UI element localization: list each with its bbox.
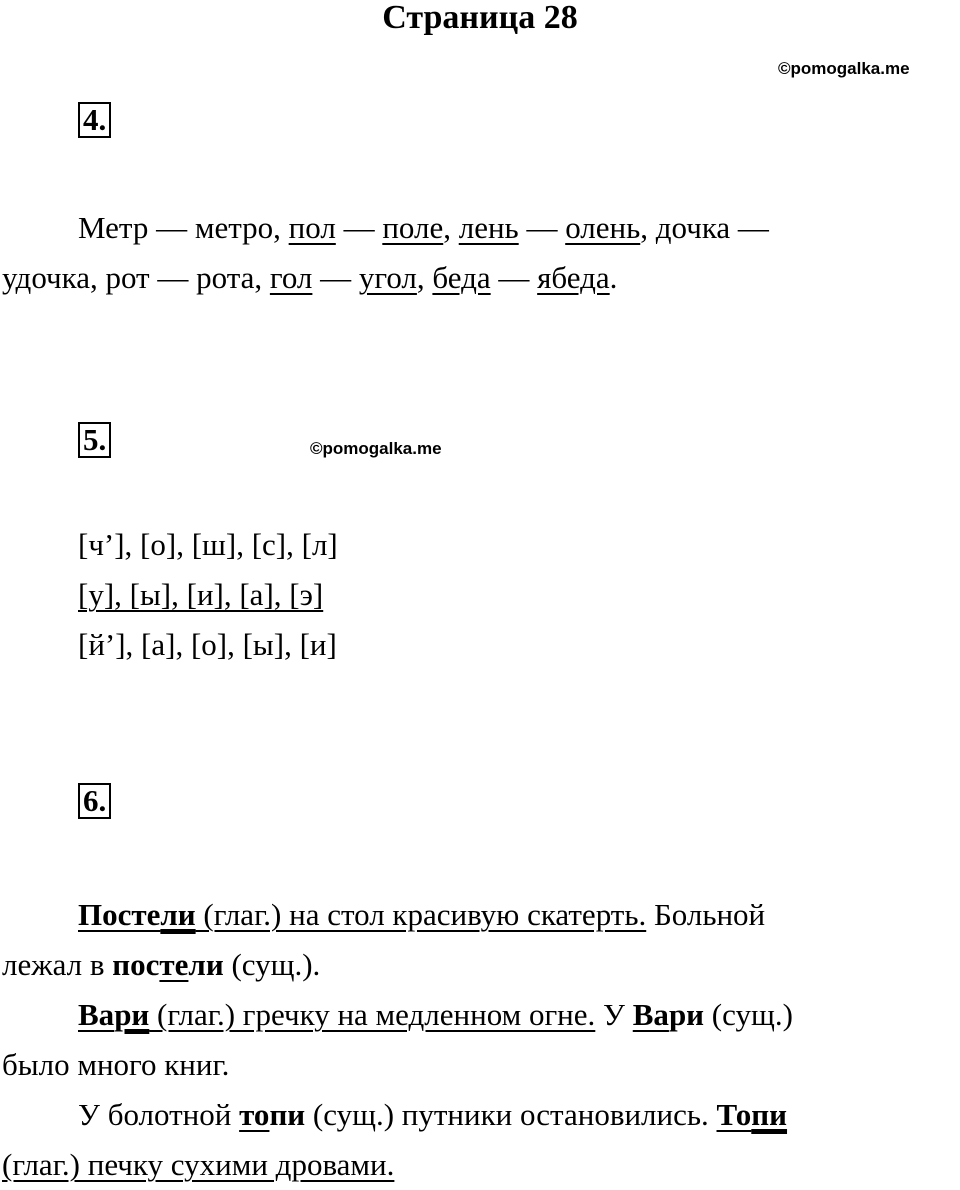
underlined-word: пол — [288, 210, 336, 245]
text-segment: удочка, рот — рота, — [2, 260, 270, 295]
ex6-p2-line1: Вари (глаг.) гречку на медленном огне. У Вари (сущ.) — [78, 997, 793, 1032]
underlined-word: ябеда — [537, 260, 610, 295]
ex6-p1-line2: лежал в постели (сущ.). — [2, 947, 321, 982]
text-segment: . — [609, 260, 618, 295]
sentence-underlined: Вари (глаг.) гречку на медленном огне. — [78, 997, 596, 1032]
underlined-word: угол — [358, 260, 417, 295]
exercise-5-number: 5. — [78, 422, 111, 458]
watermark: ©pomogalka.me — [778, 59, 910, 78]
page-title: Страница 28 — [382, 0, 578, 36]
exercise-4-line-1 — [78, 203, 769, 253]
text-segment: Метр — метро, — [78, 210, 289, 245]
exercise-4-number: 4. — [78, 102, 111, 138]
text-segment: — — [490, 260, 538, 295]
underlined-word: гол — [269, 260, 313, 295]
text-segment: — — [518, 210, 566, 245]
underlined-word: беда — [432, 260, 491, 295]
text-segment: , — [443, 210, 459, 245]
text-segment: — — [335, 210, 383, 245]
sentence-underlined: Постели (глаг.) на стол красивую скатерть. — [78, 897, 647, 932]
exercise-4-line-2 — [2, 253, 617, 303]
underlined-word: поле — [382, 210, 444, 245]
sounds-row-2: [у], [ы], [и], [а], [э] — [78, 577, 324, 612]
text-segment: , дочка — — [640, 210, 769, 245]
ex6-p3-line2: (глаг.) печку сухими дровами. — [2, 1147, 395, 1182]
underlined-word: лень — [458, 210, 519, 245]
sounds-row-3: [й’], [а], [о], [ы], [и] — [78, 627, 337, 662]
text-segment: , — [416, 260, 433, 295]
sounds-row-1: [ч’], [о], [ш], [с], [л] — [78, 527, 338, 562]
ex6-p3-line1: У болотной топи (сущ.) путники остановились. Топи — [78, 1097, 788, 1132]
ex6-p2-line2: было много книг. — [2, 1047, 230, 1082]
exercise-6-number: 6. — [78, 783, 111, 819]
text-segment: — — [312, 260, 359, 295]
ex6-p1-line1: Постели (глаг.) на стол красивую скатерть. Больной — [78, 897, 766, 932]
sentence-underlined: Топи — [716, 1097, 788, 1132]
underlined-word: олень — [565, 210, 641, 245]
watermark-inline: ©pomogalka.me — [310, 439, 442, 458]
